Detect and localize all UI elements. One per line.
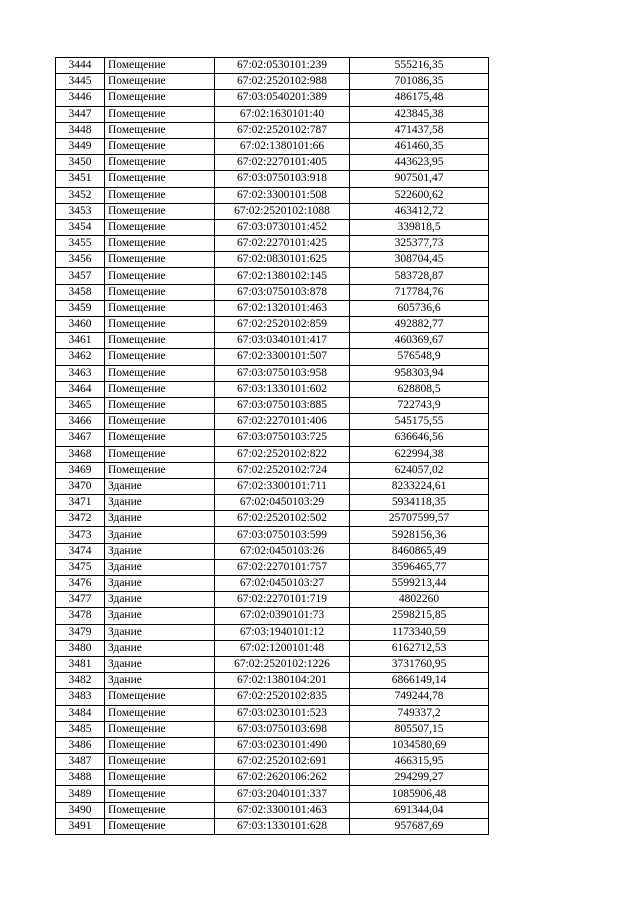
- row-number-cell: 3490: [56, 802, 105, 818]
- cadastral-value-cell: 583728,87: [350, 268, 489, 284]
- cadastral-number-cell: 67:02:1630101:40: [215, 106, 350, 122]
- object-type-cell: Здание: [105, 478, 215, 494]
- table-row: [56, 155, 489, 171]
- row-number-cell: 3475: [56, 559, 105, 575]
- row-number-cell: 3446: [56, 90, 105, 106]
- cadastral-value-cell: 1034580,69: [350, 737, 489, 753]
- cadastral-value-cell: 1085906,48: [350, 786, 489, 802]
- object-type-cell: Помещение: [105, 138, 215, 154]
- cadastral-value-cell: 6162712,53: [350, 640, 489, 656]
- cadastral-value-cell: 461460,35: [350, 138, 489, 154]
- row-number-cell: 3471: [56, 495, 105, 511]
- row-number-cell: 3470: [56, 478, 105, 494]
- cadastral-number-cell: 67:02:0450103:29: [215, 495, 350, 511]
- cadastral-value-cell: 3731760,95: [350, 656, 489, 672]
- row-number-cell: 3461: [56, 333, 105, 349]
- cadastral-number-cell: 67:03:0750103:878: [215, 284, 350, 300]
- table-row: [56, 802, 489, 818]
- object-type-cell: Помещение: [105, 737, 215, 753]
- cadastral-number-cell: 67:02:1320101:463: [215, 300, 350, 316]
- cadastral-number-cell: 67:02:2270101:757: [215, 559, 350, 575]
- cadastral-number-cell: 67:02:2520102:691: [215, 754, 350, 770]
- cadastral-value-cell: 545175,55: [350, 414, 489, 430]
- row-number-cell: 3451: [56, 171, 105, 187]
- table-row: [56, 689, 489, 705]
- row-number-cell: 3464: [56, 381, 105, 397]
- table-row: [56, 284, 489, 300]
- object-type-cell: Помещение: [105, 689, 215, 705]
- object-type-cell: Здание: [105, 527, 215, 543]
- object-type-cell: Помещение: [105, 802, 215, 818]
- table-row: [56, 673, 489, 689]
- table-row: [56, 219, 489, 235]
- cadastral-number-cell: 67:02:2520102:835: [215, 689, 350, 705]
- cadastral-value-table: [55, 57, 489, 835]
- object-type-cell: Помещение: [105, 155, 215, 171]
- row-number-cell: 3488: [56, 770, 105, 786]
- cadastral-number-cell: 67:02:2520102:724: [215, 462, 350, 478]
- cadastral-number-cell: 67:03:0750103:599: [215, 527, 350, 543]
- object-type-cell: Здание: [105, 495, 215, 511]
- table-row: [56, 317, 489, 333]
- cadastral-number-cell: 67:03:0230101:490: [215, 737, 350, 753]
- cadastral-number-cell: 67:02:2270101:405: [215, 155, 350, 171]
- cadastral-value-cell: 325377,73: [350, 236, 489, 252]
- cadastral-value-cell: 622994,38: [350, 446, 489, 462]
- cadastral-number-cell: 67:02:3300101:508: [215, 187, 350, 203]
- object-type-cell: Помещение: [105, 818, 215, 834]
- cadastral-number-cell: 67:02:3300101:507: [215, 349, 350, 365]
- cadastral-number-cell: 67:02:0450103:26: [215, 543, 350, 559]
- cadastral-value-cell: 8460865,49: [350, 543, 489, 559]
- document-page: [55, 57, 489, 835]
- cadastral-value-cell: 486175,48: [350, 90, 489, 106]
- cadastral-value-cell: 958303,94: [350, 365, 489, 381]
- object-type-cell: Помещение: [105, 171, 215, 187]
- table-row: [56, 397, 489, 413]
- object-type-cell: Помещение: [105, 446, 215, 462]
- row-number-cell: 3458: [56, 284, 105, 300]
- cadastral-number-cell: 67:02:3300101:711: [215, 478, 350, 494]
- cadastral-number-cell: 67:03:0230101:523: [215, 705, 350, 721]
- table-row: [56, 543, 489, 559]
- row-number-cell: 3445: [56, 74, 105, 90]
- cadastral-value-cell: 463412,72: [350, 203, 489, 219]
- cadastral-number-cell: 67:02:2520102:822: [215, 446, 350, 462]
- cadastral-number-cell: 67:02:2620106:262: [215, 770, 350, 786]
- cadastral-value-cell: 5934118,35: [350, 495, 489, 511]
- row-number-cell: 3444: [56, 58, 105, 74]
- cadastral-number-cell: 67:02:2520102:502: [215, 511, 350, 527]
- row-number-cell: 3455: [56, 236, 105, 252]
- table-row: [56, 818, 489, 834]
- table-row: [56, 559, 489, 575]
- row-number-cell: 3457: [56, 268, 105, 284]
- table-row: [56, 770, 489, 786]
- cadastral-number-cell: 67:02:2520102:787: [215, 122, 350, 138]
- row-number-cell: 3463: [56, 365, 105, 381]
- cadastral-number-cell: 67:02:2520102:1088: [215, 203, 350, 219]
- object-type-cell: Помещение: [105, 122, 215, 138]
- object-type-cell: Помещение: [105, 414, 215, 430]
- cadastral-value-cell: 717784,76: [350, 284, 489, 300]
- object-type-cell: Помещение: [105, 349, 215, 365]
- cadastral-value-cell: 2598215,85: [350, 608, 489, 624]
- cadastral-number-cell: 67:02:1200101:48: [215, 640, 350, 656]
- cadastral-number-cell: 67:02:0530101:239: [215, 58, 350, 74]
- object-type-cell: Помещение: [105, 187, 215, 203]
- cadastral-value-cell: 308704,45: [350, 252, 489, 268]
- cadastral-value-cell: 423845,38: [350, 106, 489, 122]
- table-row: [56, 705, 489, 721]
- table-row: [56, 737, 489, 753]
- cadastral-value-cell: 25707599,57: [350, 511, 489, 527]
- cadastral-value-cell: 4802260: [350, 592, 489, 608]
- cadastral-value-cell: 6866149,14: [350, 673, 489, 689]
- table-row: [56, 365, 489, 381]
- row-number-cell: 3460: [56, 317, 105, 333]
- row-number-cell: 3491: [56, 818, 105, 834]
- row-number-cell: 3468: [56, 446, 105, 462]
- object-type-cell: Здание: [105, 511, 215, 527]
- row-number-cell: 3484: [56, 705, 105, 721]
- object-type-cell: Здание: [105, 656, 215, 672]
- table-row: [56, 624, 489, 640]
- row-number-cell: 3478: [56, 608, 105, 624]
- table-row: [56, 462, 489, 478]
- row-number-cell: 3474: [56, 543, 105, 559]
- table-row: [56, 106, 489, 122]
- table-row: [56, 203, 489, 219]
- table-row: [56, 268, 489, 284]
- table-row: [56, 381, 489, 397]
- row-number-cell: 3480: [56, 640, 105, 656]
- cadastral-value-cell: 605736,6: [350, 300, 489, 316]
- row-number-cell: 3476: [56, 576, 105, 592]
- row-number-cell: 3483: [56, 689, 105, 705]
- object-type-cell: Помещение: [105, 268, 215, 284]
- cadastral-number-cell: 67:03:0540201:389: [215, 90, 350, 106]
- cadastral-number-cell: 67:02:0450103:27: [215, 576, 350, 592]
- object-type-cell: Здание: [105, 624, 215, 640]
- cadastral-number-cell: 67:03:1330101:628: [215, 818, 350, 834]
- cadastral-value-cell: 805507,15: [350, 721, 489, 737]
- cadastral-number-cell: 67:02:2520102:1226: [215, 656, 350, 672]
- cadastral-value-cell: 471437,58: [350, 122, 489, 138]
- row-number-cell: 3449: [56, 138, 105, 154]
- cadastral-value-cell: 339818,5: [350, 219, 489, 235]
- cadastral-number-cell: 67:03:2040101:337: [215, 786, 350, 802]
- cadastral-number-cell: 67:03:0750103:725: [215, 430, 350, 446]
- cadastral-value-cell: 492882,77: [350, 317, 489, 333]
- cadastral-value-cell: 1173340,59: [350, 624, 489, 640]
- cadastral-value-cell: 722743,9: [350, 397, 489, 413]
- cadastral-number-cell: 67:02:2520102:988: [215, 74, 350, 90]
- row-number-cell: 3472: [56, 511, 105, 527]
- cadastral-number-cell: 67:02:0830101:625: [215, 252, 350, 268]
- table-row: [56, 90, 489, 106]
- cadastral-value-cell: 443623,95: [350, 155, 489, 171]
- object-type-cell: Помещение: [105, 74, 215, 90]
- cadastral-number-cell: 67:02:1380101:66: [215, 138, 350, 154]
- table-row: [56, 527, 489, 543]
- table-row: [56, 122, 489, 138]
- table-row: [56, 511, 489, 527]
- cadastral-number-cell: 67:03:0730101:452: [215, 219, 350, 235]
- cadastral-value-cell: 8233224,61: [350, 478, 489, 494]
- table-row: [56, 252, 489, 268]
- table-row: [56, 349, 489, 365]
- cadastral-number-cell: 67:02:1380104:201: [215, 673, 350, 689]
- row-number-cell: 3489: [56, 786, 105, 802]
- cadastral-value-cell: 749244,78: [350, 689, 489, 705]
- table-row: [56, 640, 489, 656]
- cadastral-number-cell: 67:03:1330101:602: [215, 381, 350, 397]
- cadastral-value-cell: 294299,27: [350, 770, 489, 786]
- cadastral-number-cell: 67:02:0390101:73: [215, 608, 350, 624]
- object-type-cell: Здание: [105, 576, 215, 592]
- cadastral-number-cell: 67:03:0750103:885: [215, 397, 350, 413]
- cadastral-value-cell: 5599213,44: [350, 576, 489, 592]
- object-type-cell: Помещение: [105, 770, 215, 786]
- object-type-cell: Помещение: [105, 333, 215, 349]
- object-type-cell: Помещение: [105, 381, 215, 397]
- row-number-cell: 3487: [56, 754, 105, 770]
- table-row: [56, 74, 489, 90]
- object-type-cell: Помещение: [105, 317, 215, 333]
- row-number-cell: 3486: [56, 737, 105, 753]
- row-number-cell: 3448: [56, 122, 105, 138]
- row-number-cell: 3485: [56, 721, 105, 737]
- row-number-cell: 3477: [56, 592, 105, 608]
- table-row: [56, 786, 489, 802]
- row-number-cell: 3482: [56, 673, 105, 689]
- object-type-cell: Помещение: [105, 90, 215, 106]
- row-number-cell: 3456: [56, 252, 105, 268]
- cadastral-number-cell: 67:02:1380102:145: [215, 268, 350, 284]
- object-type-cell: Помещение: [105, 252, 215, 268]
- cadastral-value-cell: 576548,9: [350, 349, 489, 365]
- table-row: [56, 495, 489, 511]
- row-number-cell: 3481: [56, 656, 105, 672]
- table-body: [56, 58, 489, 835]
- row-number-cell: 3450: [56, 155, 105, 171]
- cadastral-value-cell: 522600,62: [350, 187, 489, 203]
- row-number-cell: 3453: [56, 203, 105, 219]
- row-number-cell: 3473: [56, 527, 105, 543]
- cadastral-value-cell: 907501,47: [350, 171, 489, 187]
- table-row: [56, 576, 489, 592]
- object-type-cell: Помещение: [105, 236, 215, 252]
- row-number-cell: 3459: [56, 300, 105, 316]
- object-type-cell: Здание: [105, 592, 215, 608]
- row-number-cell: 3479: [56, 624, 105, 640]
- table-row: [56, 187, 489, 203]
- cadastral-number-cell: 67:02:2270101:406: [215, 414, 350, 430]
- table-row: [56, 300, 489, 316]
- row-number-cell: 3462: [56, 349, 105, 365]
- object-type-cell: Помещение: [105, 397, 215, 413]
- cadastral-number-cell: 67:02:2270101:425: [215, 236, 350, 252]
- cadastral-value-cell: 460369,67: [350, 333, 489, 349]
- row-number-cell: 3467: [56, 430, 105, 446]
- cadastral-number-cell: 67:03:1940101:12: [215, 624, 350, 640]
- cadastral-number-cell: 67:02:3300101:463: [215, 802, 350, 818]
- object-type-cell: Помещение: [105, 786, 215, 802]
- cadastral-number-cell: 67:03:0340101:417: [215, 333, 350, 349]
- table-row: [56, 430, 489, 446]
- object-type-cell: Помещение: [105, 721, 215, 737]
- row-number-cell: 3447: [56, 106, 105, 122]
- table-row: [56, 592, 489, 608]
- table-row: [56, 608, 489, 624]
- cadastral-number-cell: 67:03:0750103:958: [215, 365, 350, 381]
- object-type-cell: Помещение: [105, 284, 215, 300]
- cadastral-value-cell: 957687,69: [350, 818, 489, 834]
- table-row: [56, 333, 489, 349]
- table-row: [56, 656, 489, 672]
- cadastral-value-cell: 749337,2: [350, 705, 489, 721]
- object-type-cell: Помещение: [105, 203, 215, 219]
- cadastral-value-cell: 636646,56: [350, 430, 489, 446]
- row-number-cell: 3452: [56, 187, 105, 203]
- object-type-cell: Помещение: [105, 219, 215, 235]
- table-row: [56, 236, 489, 252]
- object-type-cell: Здание: [105, 673, 215, 689]
- row-number-cell: 3454: [56, 219, 105, 235]
- row-number-cell: 3466: [56, 414, 105, 430]
- object-type-cell: Помещение: [105, 462, 215, 478]
- object-type-cell: Помещение: [105, 754, 215, 770]
- object-type-cell: Здание: [105, 559, 215, 575]
- cadastral-value-cell: 466315,95: [350, 754, 489, 770]
- table-row: [56, 478, 489, 494]
- object-type-cell: Помещение: [105, 365, 215, 381]
- object-type-cell: Помещение: [105, 106, 215, 122]
- cadastral-value-cell: 5928156,36: [350, 527, 489, 543]
- object-type-cell: Здание: [105, 608, 215, 624]
- table-row: [56, 446, 489, 462]
- table-row: [56, 754, 489, 770]
- table-row: [56, 171, 489, 187]
- cadastral-number-cell: 67:03:0750103:918: [215, 171, 350, 187]
- table-row: [56, 721, 489, 737]
- row-number-cell: 3469: [56, 462, 105, 478]
- cadastral-value-cell: 628808,5: [350, 381, 489, 397]
- cadastral-number-cell: 67:02:2520102:859: [215, 317, 350, 333]
- object-type-cell: Здание: [105, 640, 215, 656]
- cadastral-value-cell: 691344,04: [350, 802, 489, 818]
- object-type-cell: Здание: [105, 543, 215, 559]
- cadastral-number-cell: 67:03:0750103:698: [215, 721, 350, 737]
- object-type-cell: Помещение: [105, 705, 215, 721]
- cadastral-value-cell: 3596465,77: [350, 559, 489, 575]
- cadastral-value-cell: 701086,35: [350, 74, 489, 90]
- object-type-cell: Помещение: [105, 58, 215, 74]
- object-type-cell: Помещение: [105, 430, 215, 446]
- cadastral-value-cell: 624057,02: [350, 462, 489, 478]
- row-number-cell: 3465: [56, 397, 105, 413]
- object-type-cell: Помещение: [105, 300, 215, 316]
- table-row: [56, 138, 489, 154]
- cadastral-value-cell: 555216,35: [350, 58, 489, 74]
- cadastral-number-cell: 67:02:2270101:719: [215, 592, 350, 608]
- table-row: [56, 58, 489, 74]
- table-row: [56, 414, 489, 430]
